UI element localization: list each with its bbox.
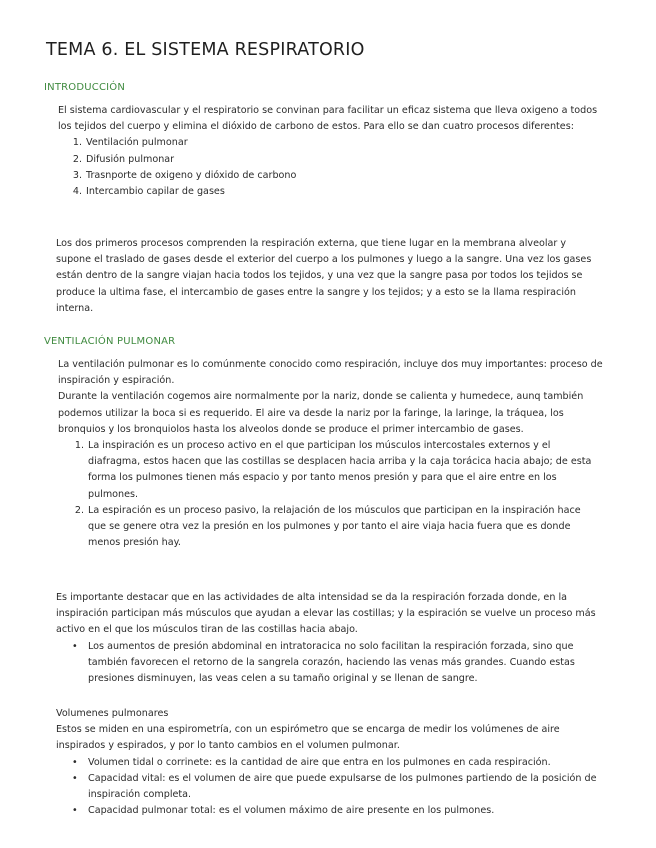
list-item: • Capacidad vital: es el volumen de aire que puede expulsarse de los pulmones partiendo de la posición de inspiración completa. bbox=[72, 772, 597, 801]
intro-block bbox=[58, 103, 603, 200]
ventilacion-paragraph-2: Durante la ventilación cogemos aire normalmente por la nariz, donde se calienta y humedece, aunq también podemos utilizar la boca si es requerido. El aire va desde la nariz por la faringe, la laringe, la tráquea, los bronquios y los bronquiolos hasta los alveolos donde se produce el primer intercambio de gases. bbox=[58, 391, 584, 435]
volumenes-paragraph: Estos se miden en una espirometría, con un espirómetro que se encarga de medir los volúmenes de aire inspirados y espirados, y por lo tanto cambios en el volumen pulmonar. bbox=[56, 724, 560, 752]
list-item: 2. La espiración es un proceso pasivo, la relajación de los músculos que participan en la inspiración hace que se genere otra vez la presión en los pulmones y por tanto el aire viaja hacia fuera que es donde menos presión hay. bbox=[74, 504, 581, 549]
intro-process-list bbox=[72, 135, 603, 200]
list-item: 2. Difusión pulmonar bbox=[72, 153, 175, 165]
page-title: TEMA 6. EL SISTEMA RESPIRATORIO bbox=[46, 40, 365, 60]
volumenes-block bbox=[56, 706, 601, 819]
list-item: 1. Ventilación pulmonar bbox=[72, 137, 188, 149]
list-item: 4. Intercambio capilar de gases bbox=[72, 186, 225, 198]
ventilacion-paragraph-1: La ventilación pulmonar es lo comúnmente conocido como respiración, incluye dos muy importantes: proceso de inspiración y espiración. bbox=[58, 359, 603, 387]
presion-bullet-list bbox=[72, 639, 601, 688]
intro-block-2 bbox=[56, 236, 601, 317]
list-item: 3. Trasnporte de oxigeno y dióxido de carbono bbox=[72, 169, 297, 181]
list-item: • Los aumentos de presión abdominal en intratoracica no solo facilitan la respiración forzada, sino que también favorecen el retorno de la sangrela corazón, haciendo las venas más grandes. Cuando estas presiones disminuyen, las veas celen a su tamaño original y se llenan de sangre. bbox=[72, 640, 575, 685]
ventilacion-process-list bbox=[74, 438, 595, 551]
intro-paragraph: El sistema cardiovascular y el respiratorio se convinan para facilitar un eficaz sistema que lleva oxigeno a todos los tejidos del cuerpo y elimina el dióxido de carbono de estos. Para ello se dan cuatro procesos diferentes: bbox=[58, 105, 598, 133]
section-heading-ventilacion: VENTILACIÓN PULMONAR bbox=[44, 336, 176, 347]
list-item: • Capacidad pulmonar total: es el volumen máximo de aire presente en los pulmones. bbox=[72, 805, 495, 817]
list-item: • Volumen tidal o corrinete: es la cantidad de aire que entra en los pulmones en cada respiración. bbox=[72, 756, 551, 768]
ventilacion-paragraph-3: Es importante destacar que en las actividades de alta intensidad se da la respiración forzada donde, en la inspiración participan más músculos que ayudan a elevar las costillas; y la espiración se vuelve un proceso más activo en el que los músculos tiran de las costillas hacia abajo. bbox=[56, 592, 596, 636]
volumenes-subheading: Volumenes pulmonares bbox=[56, 708, 169, 719]
list-item: 1. La inspiración es un proceso activo en el que participan los músculos intercostales externos y el diafragma, estos hacen que las costillas se desplacen hacia arriba y la caja torácica hacia abajo; de esta forma los pulmones tienen más espacio y por tanto menos presión y para que el aire entre en los pulmones. bbox=[74, 440, 592, 500]
volumenes-bullet-list bbox=[72, 755, 601, 820]
ventilacion-block bbox=[58, 357, 603, 551]
respiracion-forzada-block bbox=[56, 590, 601, 687]
intro-paragraph-2: Los dos primeros procesos comprenden la respiración externa, que tiene lugar en la membrana alveolar y supone el traslado de gases desde el exterior del cuerpo a los pulmones y luego a la sangre. Una vez los gases están dentro de la sangre viajan hacia todos los tejidos, y una vez que la sangre pasa por todos los tejidos se produce la ultima fase, el intercambio de gases entre la sangre y los tejidos; y a esto se la llama respiración interna. bbox=[56, 238, 592, 314]
section-heading-introduccion: INTRODUCCIÓN bbox=[44, 82, 126, 93]
